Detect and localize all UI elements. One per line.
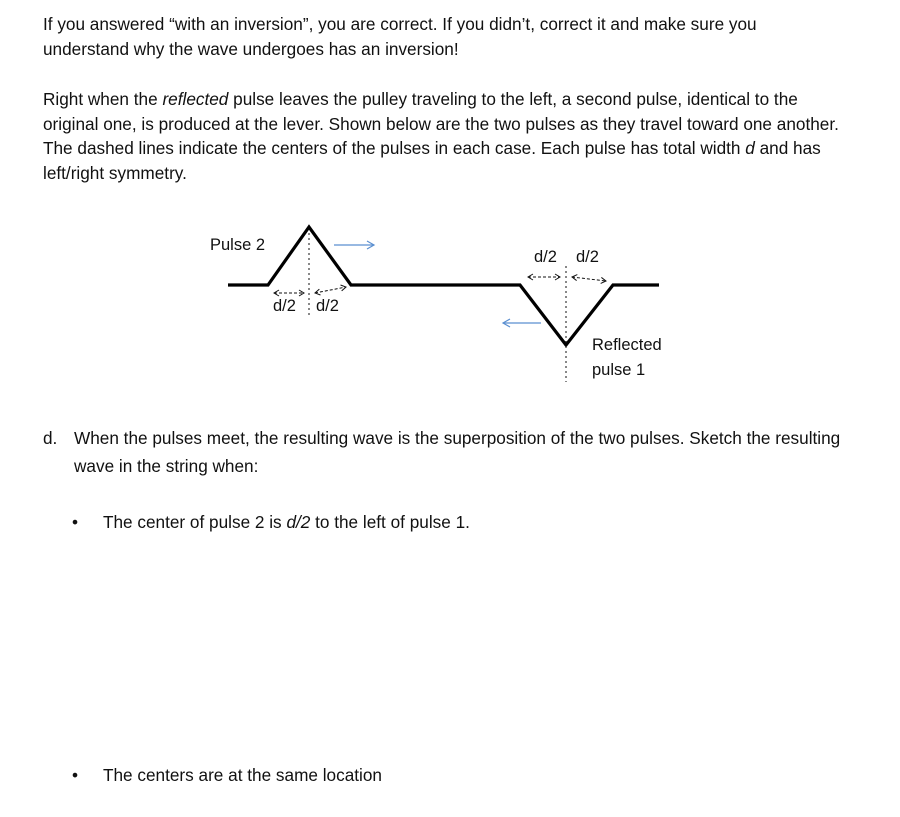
setup-em-d: d <box>745 138 755 158</box>
bullet-dot: • <box>72 512 79 532</box>
pulse1-label-line2: pulse 1 <box>592 361 646 379</box>
setup-em-reflected: reflected <box>162 89 229 109</box>
pulse1-label-line1: Reflected <box>592 336 662 354</box>
setup-text-1: Right when the <box>43 89 163 109</box>
intro-text: If you answered “with an inversion”, you are correct. If you didn’t, correct it and make sure you understand why the wave undergoes has an inversion! <box>43 14 757 59</box>
bullet-item-1 <box>72 511 470 533</box>
pulse2-half-left-label: d/2 <box>273 297 296 315</box>
bullet-1-text-1: The center of pulse 2 is <box>103 512 287 532</box>
bullet-item-2 <box>72 764 382 786</box>
pulse2-half-right-label: d/2 <box>316 297 339 315</box>
bullet-1-em: d/2 <box>286 512 311 532</box>
bullet-dot: • <box>72 765 79 785</box>
bullet-1-text-2: to the left of pulse 1. <box>310 512 470 532</box>
string-wave <box>228 227 659 345</box>
question-text: When the pulses meet, the resulting wave is the superposition of the two pulses. Sketch the resulting wave in the string when: <box>74 428 841 476</box>
pulse2-label: Pulse 2 <box>210 236 266 254</box>
question-label: d. <box>43 428 58 448</box>
pulse2-half-right-arrow <box>315 287 346 293</box>
pulse1-half-right-arrow <box>572 277 606 281</box>
bullet-2-text: The centers are at the same location <box>103 765 382 785</box>
pulse1-half-left-label: d/2 <box>534 248 557 266</box>
setup-text-2: pulse leaves the pulley traveling to the left, a second pulse, identical to the original one, is produced at the lever. Shown below are the two pulses as they travel toward one another. The dashed lines indicate the centers of the pulses in each case. Each pulse has total width <box>43 89 839 158</box>
pulse1-half-right-label: d/2 <box>576 248 599 266</box>
setup-text-3: and has left/right symmetry. <box>43 138 821 183</box>
